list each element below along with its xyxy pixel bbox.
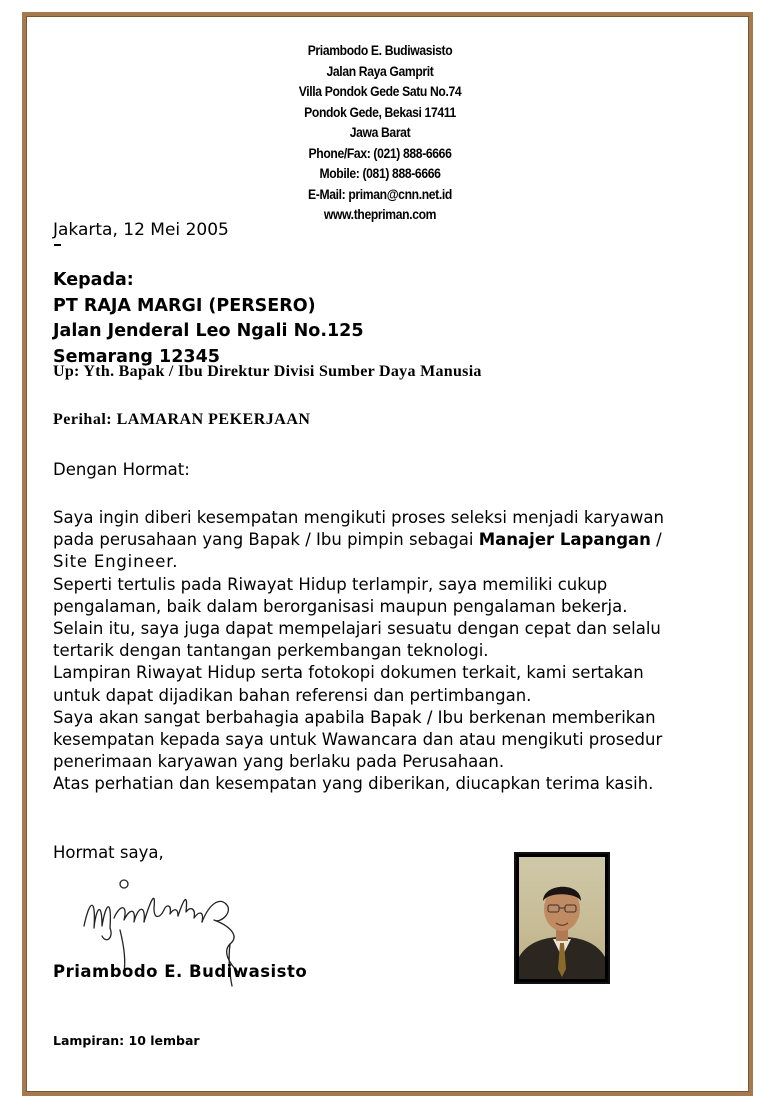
body-line: Selain itu, saya juga dapat mempelajari sesuatu dengan cepat dan selalu bbox=[53, 619, 661, 639]
body-line: Saya ingin diberi kesempatan mengikuti proses seleksi menjadi karyawan bbox=[53, 508, 664, 527]
letterhead-line: Villa Pondok Gede Satu No.74 bbox=[298, 84, 462, 99]
portrait-image bbox=[519, 857, 605, 979]
body-line: untuk dapat dijadikan bahan referensi dan pertimbangan. bbox=[53, 685, 532, 705]
body-line: Lampiran Riwayat Hidup serta fotokopi dokumen terkait, kami sertakan bbox=[53, 663, 644, 683]
applicant-photo bbox=[514, 852, 610, 984]
signer-name: Priambodo E. Budiwasisto bbox=[53, 962, 308, 981]
divider-mark bbox=[54, 244, 61, 246]
body-line: pengalaman, baik dalam berorganisasi maupun pengalaman bekerja. bbox=[53, 596, 628, 616]
letterhead-line: Pondok Gede, Bekasi 17411 bbox=[304, 104, 456, 120]
letterhead bbox=[245, 41, 515, 226]
greeting: Dengan Hormat: bbox=[53, 460, 190, 479]
body-line: Saya akan sangat berbahagia apabila Bapak / Ibu berkenan memberikan bbox=[53, 707, 656, 727]
subject-line: Perihal: LAMARAN PEKERJAAN bbox=[53, 411, 311, 428]
letterhead-line: Phone/Fax: (021) 888-6666 bbox=[308, 145, 452, 161]
letterhead-line: Jalan Raya Gamprit bbox=[326, 63, 434, 79]
body-line: Site Engineer. bbox=[53, 552, 179, 572]
recipient-city: Semarang 12345 bbox=[53, 346, 220, 367]
body-line: tertarik dengan tantangan perkembangan teknologi. bbox=[53, 641, 489, 661]
letter-date: Jakarta, 12 Mei 2005 bbox=[53, 220, 229, 240]
body-text: pada perusahaan yang Bapak / Ibu pimpin sebagai bbox=[53, 530, 479, 550]
body-line: kesempatan kepada saya untuk Wawancara dan atau mengikuti prosedur bbox=[53, 730, 663, 750]
letterhead-line: Mobile: (081) 888-6666 bbox=[319, 166, 441, 181]
body-line: penerimaan karyawan yang berlaku pada Perusahaan. bbox=[53, 752, 505, 772]
letter-body bbox=[53, 507, 664, 796]
job-title: Manajer Lapangan bbox=[478, 530, 651, 550]
attachment-note: Lampiran: 10 lembar bbox=[53, 1033, 200, 1048]
body-line: Seperti tertulis pada Riwayat Hidup terlampir, saya memiliki cukup bbox=[53, 574, 608, 594]
letterhead-line: www.thepriman.com bbox=[323, 207, 437, 222]
letterhead-line: E-Mail: priman@cnn.net.id bbox=[308, 186, 452, 202]
body-text: / bbox=[650, 530, 662, 550]
recipient-street: Jalan Jenderal Leo Ngali No.125 bbox=[53, 321, 364, 341]
body-line: Atas perhatian dan kesempatan yang diberikan, diucapkan terima kasih. bbox=[53, 774, 654, 794]
recipient-to: Kepada: bbox=[53, 270, 134, 290]
recipient-block bbox=[53, 268, 364, 370]
letterhead-line: Priambodo E. Budiwasisto bbox=[307, 43, 453, 58]
recipient-company: PT RAJA MARGI (PERSERO) bbox=[53, 295, 316, 316]
closing: Hormat saya, bbox=[53, 843, 164, 862]
body-line bbox=[53, 529, 664, 551]
recipient-attention: Up: Yth. Bapak / Ibu Direktur Divisi Sumber Daya Manusia bbox=[53, 363, 482, 380]
letterhead-line: Jawa Barat bbox=[349, 125, 411, 140]
